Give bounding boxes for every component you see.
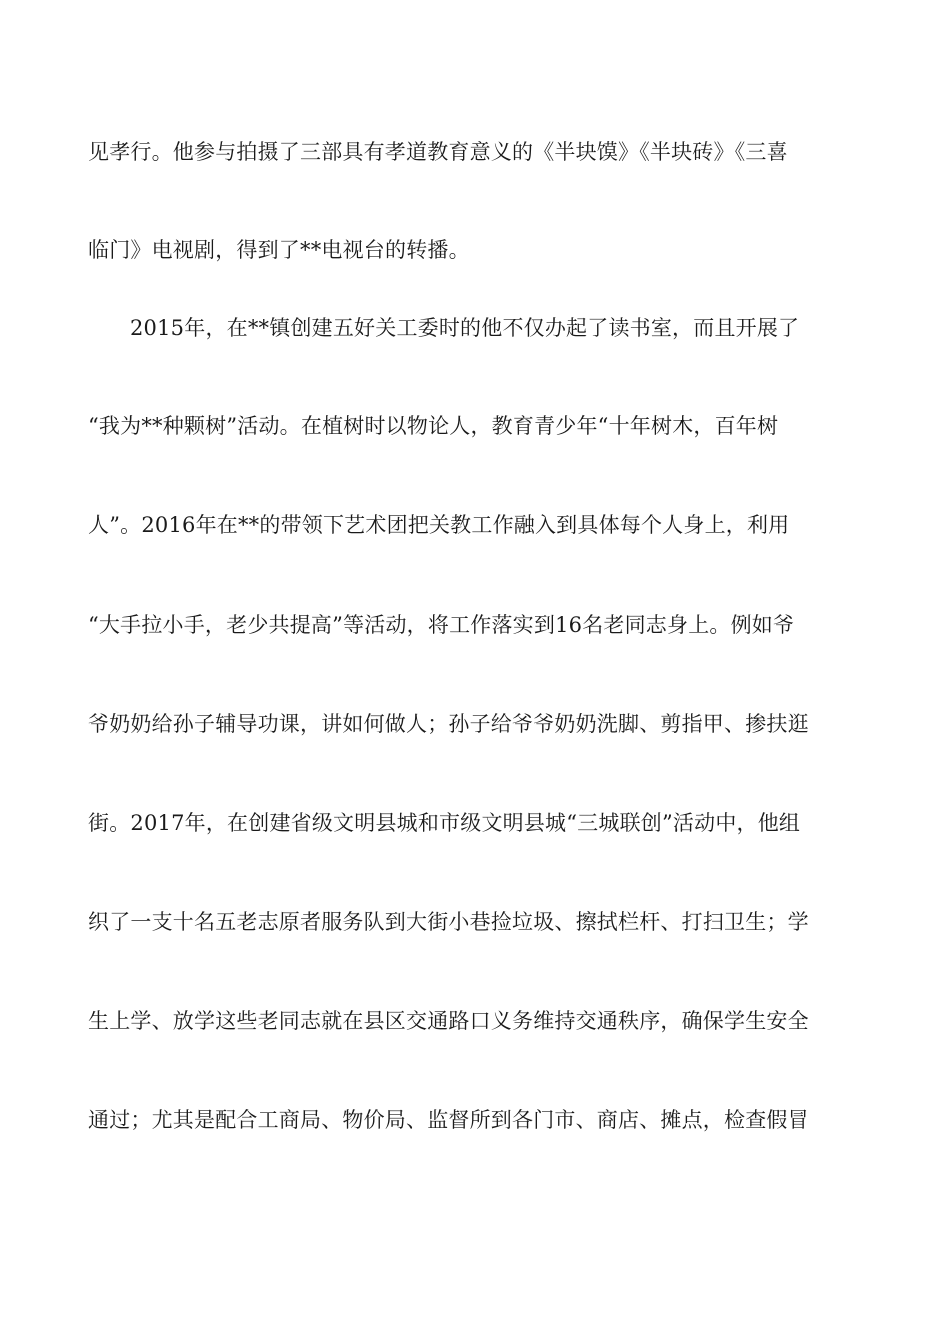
text-line: 生上学、放学这些老同志就在县区交通路口义务维持交通秩序，确保学生安全 [88,1009,809,1033]
text-line: “我为**种颗树”活动。在植树时以物论人，教育青少年“十年树木，百年树 [88,414,779,438]
text-line: 爷奶奶给孙子辅导功课，讲如何做人；孙子给爷爷奶奶洗脚、剪指甲、掺扶逛 [88,712,809,736]
text-line: 见孝行。他参与拍摄了三部具有孝道教育意义的《半块馍》《半块砖》《三喜 [88,140,788,164]
paragraph-first-line: 2015年，在**镇创建五好关工委时的他不仅办起了读书室，而且开展了 [130,316,800,340]
text-line: 临门》电视剧，得到了**电视台的转播。 [88,238,470,262]
text-line: 通过；尤其是配合工商局、物价局、监督所到各门市、商店、摊点，检查假冒 [88,1108,809,1132]
text-line: 街。2017年，在创建省级文明县城和市级文明县城“三城联创”活动中，他组 [88,811,801,835]
text-line: “大手拉小手，老少共提高”等活动，将工作落实到16名老同志身上。例如爷 [88,613,795,637]
text-line: 织了一支十名五老志原者服务队到大街小巷捡垃圾、擦拭栏杆、打扫卫生；学 [88,910,809,934]
text-line: 人”。2016年在**的带领下艺术团把关教工作融入到具体每个人身上，利用 [88,513,790,537]
